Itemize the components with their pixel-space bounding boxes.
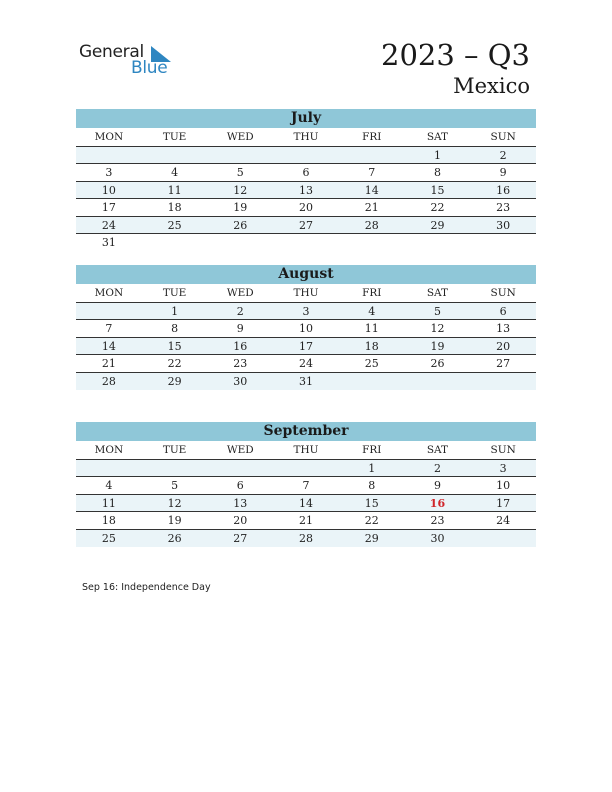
weekday-label: SUN [490,287,516,299]
day-cell: 3 [499,462,507,475]
day-cell: 10 [101,183,116,197]
day-cell: 19 [233,201,248,215]
day-cell: 26 [430,357,445,371]
week-row [76,530,536,547]
day-cell: 2 [499,149,507,162]
day-cell: 6 [302,166,310,180]
day-cell: 1 [368,462,376,475]
day-cell [142,147,208,163]
day-cell: 10 [496,479,511,493]
weekday-label: MON [94,287,124,299]
weeks-container [76,460,536,547]
day-cell: 15 [430,183,445,197]
day-cell: 16 [429,496,446,510]
week-row [76,199,536,216]
brand-word-general: General [79,42,144,62]
day-cell: 8 [171,322,179,336]
weekday-header-row [76,128,536,147]
day-cell: 23 [233,357,248,371]
day-cell: 28 [101,374,116,388]
week-row [76,355,536,372]
day-cell: 29 [167,374,182,388]
week-row [76,320,536,337]
day-cell: 26 [233,218,248,232]
weekday-header-row [76,284,536,303]
day-cell: 20 [233,514,248,528]
day-cell [207,147,273,163]
day-cell: 28 [364,218,379,232]
day-cell [470,373,536,390]
day-cell: 18 [364,339,379,353]
day-cell: 22 [364,514,379,528]
day-cell: 25 [101,531,116,545]
day-cell: 21 [364,201,379,215]
week-row [76,495,536,512]
week-row [76,477,536,494]
day-cell: 26 [167,531,182,545]
day-cell: 13 [299,183,314,197]
day-cell: 14 [364,183,379,197]
month-calendar-july [76,109,536,251]
weekday-label: FRI [362,131,382,143]
day-cell: 10 [299,322,314,336]
month-calendar-august [76,265,536,390]
weekday-label: SUN [490,444,516,456]
week-row [76,338,536,355]
month-title: September [76,422,536,441]
weekday-label: MON [94,444,124,456]
day-cell: 21 [299,514,314,528]
day-cell: 8 [433,166,441,180]
month-title: August [76,265,536,284]
day-cell: 2 [433,462,441,475]
day-cell: 25 [167,218,182,232]
day-cell: 7 [302,479,310,493]
day-cell: 14 [101,339,116,353]
weekday-label: THU [293,131,319,143]
day-cell: 15 [364,496,379,510]
day-cell: 13 [233,496,248,510]
weekday-label: TUE [162,444,187,456]
day-cell: 17 [299,339,314,353]
day-cell: 21 [101,357,116,371]
day-cell [76,303,142,319]
brand-word-blue: Blue [131,58,168,78]
day-cell: 18 [167,201,182,215]
day-cell: 6 [236,479,244,493]
day-cell: 20 [299,201,314,215]
day-cell: 11 [364,322,379,336]
day-cell: 30 [430,531,445,545]
weekday-label: WED [226,131,254,143]
weekday-label: SUN [490,131,516,143]
day-cell [273,234,339,251]
month-title: July [76,109,536,128]
weekday-label: MON [94,131,124,143]
day-cell: 29 [430,218,445,232]
day-cell: 22 [167,357,182,371]
day-cell: 24 [299,357,314,371]
day-cell: 11 [101,496,116,510]
day-cell: 14 [299,496,314,510]
day-cell [273,460,339,476]
day-cell: 4 [368,305,376,318]
day-cell: 9 [433,479,441,493]
country-name: Mexico [453,74,530,98]
day-cell [207,460,273,476]
week-row [76,147,536,164]
weeks-container [76,303,536,390]
day-cell: 8 [368,479,376,493]
day-cell [405,373,471,390]
weekday-label: FRI [362,444,382,456]
day-cell: 20 [496,339,511,353]
day-cell: 23 [430,514,445,528]
day-cell: 3 [302,305,310,318]
weekday-label: THU [293,287,319,299]
day-cell [76,147,142,163]
day-cell: 23 [496,201,511,215]
day-cell: 12 [167,496,182,510]
week-row [76,373,536,390]
brand-logo [79,42,179,78]
day-cell: 27 [299,218,314,232]
day-cell [207,234,273,251]
day-cell: 31 [299,374,314,388]
day-cell: 19 [430,339,445,353]
holiday-note: Sep 16: Independence Day [82,582,211,593]
day-cell [273,147,339,163]
week-row [76,512,536,529]
day-cell: 18 [101,514,116,528]
day-cell: 30 [233,374,248,388]
day-cell: 22 [430,201,445,215]
day-cell: 5 [236,166,244,180]
day-cell [142,234,208,251]
weekday-label: SAT [426,287,449,299]
day-cell: 3 [105,166,113,180]
day-cell: 5 [171,479,179,493]
day-cell: 15 [167,339,182,353]
day-cell [339,373,405,390]
weekday-label: WED [226,444,254,456]
day-cell: 25 [364,357,379,371]
weekday-label: TUE [162,131,187,143]
day-cell: 27 [496,357,511,371]
day-cell: 13 [496,322,511,336]
day-cell: 31 [101,235,116,249]
day-cell: 24 [496,514,511,528]
day-cell: 28 [299,531,314,545]
day-cell: 17 [496,496,511,510]
day-cell: 1 [433,149,441,162]
day-cell: 16 [496,183,511,197]
day-cell: 12 [233,183,248,197]
week-row [76,303,536,320]
day-cell: 11 [167,183,182,197]
day-cell: 19 [167,514,182,528]
day-cell: 16 [233,339,248,353]
day-cell: 2 [236,305,244,318]
day-cell [405,234,471,251]
weekday-header-row [76,441,536,460]
weekday-label: THU [293,444,319,456]
day-cell: 4 [171,166,179,180]
weekday-label: WED [226,287,254,299]
day-cell: 4 [105,479,113,493]
day-cell: 6 [499,305,507,318]
day-cell: 29 [364,531,379,545]
week-row [76,217,536,234]
week-row [76,234,536,251]
weekday-label: SAT [426,131,449,143]
day-cell: 1 [171,305,179,318]
day-cell: 30 [496,218,511,232]
month-calendar-september [76,422,536,547]
weekday-label: TUE [162,287,187,299]
weekday-label: SAT [426,444,449,456]
weeks-container [76,147,536,251]
week-row [76,460,536,477]
day-cell [470,530,536,547]
day-cell: 9 [236,322,244,336]
day-cell: 9 [499,166,507,180]
day-cell: 27 [233,531,248,545]
day-cell [76,460,142,476]
day-cell: 5 [433,305,441,318]
day-cell: 7 [105,322,113,336]
weekday-label: FRI [362,287,382,299]
day-cell [142,460,208,476]
holiday-notes [82,582,211,593]
day-cell [470,234,536,251]
week-row [76,164,536,181]
page-title: 2023 – Q3 [381,38,530,72]
day-cell: 12 [430,322,445,336]
day-cell: 24 [101,218,116,232]
day-cell: 7 [368,166,376,180]
day-cell [339,147,405,163]
day-cell: 17 [101,201,116,215]
week-row [76,182,536,199]
day-cell [339,234,405,251]
